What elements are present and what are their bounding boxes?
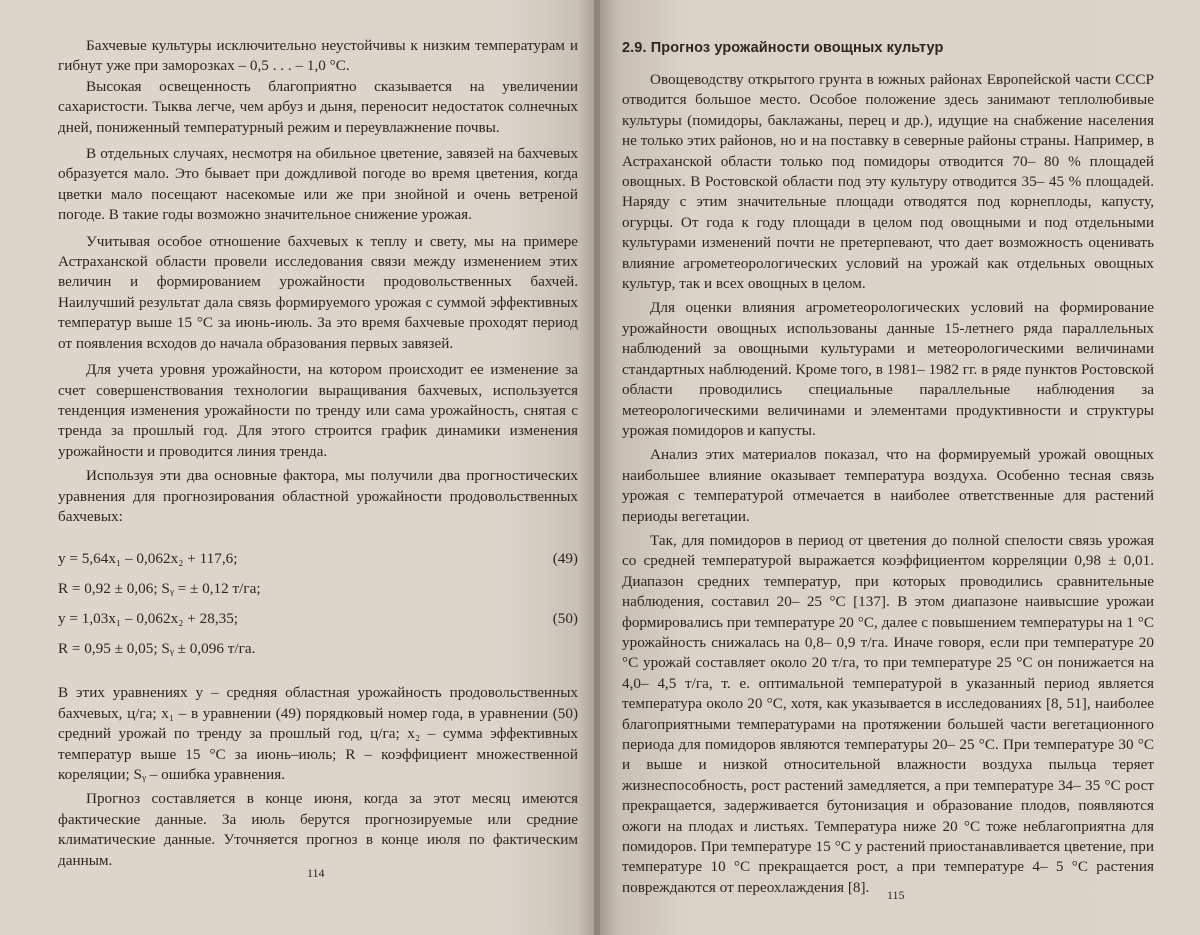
paragraph: Анализ этих материалов показал, что на формируемый урожай овощных наибольшее влияние оказывает температура воздуха. Особенно тесная связь урожая с температурой отмечается в наиболее ответственные для растений периоды вегетации. — [622, 446, 1154, 525]
equation-number: (49) — [552, 550, 578, 568]
equation-49 — [58, 545, 578, 575]
left-page-text — [58, 36, 578, 871]
paragraph: В этих уравнениях y – средняя областная урожайность продовольственных бахчевых, ц/га; x₁ – в уравнении (49) порядковый номер года, в уравнении (50) средний урожай по тренду за прошлый год, ц/га; x₂ – сумма эффективных температур выше 15 °С за июнь–июль; R – коэффициент множественной кореляции; Sᵧ – ошибка уравнения. — [58, 684, 578, 783]
equation-formula: y = 5,64x₁ – 0,062x₂ + 117,6; — [58, 550, 238, 568]
paragraph: Высокая освещенность благоприятно сказывается на увеличении сахаристости. Тыква легче, чем арбуз и дыня, переносит недостаток солнечных дней, пониженный температурный режим и переувлажнение почвы. — [58, 77, 578, 136]
paragraph: В отдельных случаях, несмотря на обильное цветение, завязей на бахчевых образуется мало. Это бывает при дождливой погоде во время цветения, когда цветки мало посещают насекомые или же при знойной и очень ветреной погоде. В такие годы возможно значительное снижение урожая. — [58, 145, 578, 224]
equation-50-stats — [58, 635, 578, 665]
paragraph: Так, для помидоров в период от цветения до полной спелости связь урожая со средней температурой выражается коэффициентом корреляции 0,98 ± 0,01. Диапазон средних температур, при которых проводились сравнительные наблюдения, составил 20– 25 °С [137]. В этом диапазоне наивысшие урожаи формировались при температуре 20 °С, далее с повышением температуры на 1 °С урожайность снижалась на 0,8– 0,9 т/га. Иначе говоря, если при температуре 20 °С урожай составляет около 20 т/га, то при температуре 25 °С он понижается на 4,0– 4,5 т/га, т. е. оптимальной температурой в указанный период является температура около 20 °С, хотя, как указывается в исследованиях [8, 51], наиболее благоприятными температурами на протяжении большей части вегетационного периода для помидоров являются температуры 20– 25 °С. При температуре 30 °С и выше и низкой относительной влажности воздуха пыльца теряет жизнеспособность, рост растений замедляется, а при температуре 34– 35 °С рост прекращается, задерживается бутонизация и образование плодов, появляются ожоги на плодах и листьях. Температура ниже 20 °С тоже неблагоприятна для помидоров. При температуре 15 °С у растений приостанавливается цветение, при температуре 10 °С прекращается рост, а при температуре 4– 5 °С растения повреждаются от переохлаждения [8]. — [622, 531, 1154, 896]
equation-49-stats — [58, 575, 578, 605]
paragraph: Для оценки влияния агрометеорологических условий на формирование урожайности овощных использованы данные 15-летнего ряда параллельных наблюдений за овощными культурами и метеорологическими величинами стандартных наблюдений. Кроме того, в 1981– 1982 гг. в ряде пунктов Ростовской области проводились специальные параллельные наблюдения за метеорологическими величинами и элементами продуктивности и структуры урожая помидоров и капусты. — [622, 299, 1154, 439]
equation-number: (50) — [552, 610, 578, 628]
paragraph: Прогноз составляется в конце июня, когда за этот месяц имеются фактические данные. За июль берутся прогнозируемые или средние климатические данные. Уточняется прогноз в конце июля по фактическим данным. — [58, 790, 578, 869]
paragraph: Учитывая особое отношение бахчевых к теплу и свету, мы на примере Астраханской области провели исследования связи между изменением этих величин и формированием урожайности продовольственных бахчей. Наилучший результат дала связь формируемого урожая с суммой эффективных температур выше 15 °С за июнь-июль. За это время бахчевые проходят период от появления всходов до начала образования первых завязей. — [58, 232, 578, 352]
equation-formula: y = 1,03x₁ – 0,062x₂ + 28,35; — [58, 610, 239, 628]
section-heading: 2.9. Прогноз урожайности овощных культур — [622, 40, 944, 56]
equation-formula: R = 0,95 ± 0,05; Sᵧ ± 0,096 т/га. — [58, 640, 256, 658]
paragraph: Используя эти два основные фактора, мы получили два прогностических уравнения для прогнозирования областной урожайности продовольственных бахчевых: — [58, 467, 578, 525]
page-number: 114 — [307, 866, 325, 880]
left-page — [0, 0, 596, 935]
paragraph: Для учета уровня урожайности, на котором происходит ее изменение за счет совершенствования технологии выращивания бахчевых, используется тенденция изменения урожайности по тренду или сама урожайность, снятая с тренда за прошлый год. Для этого строится график динамики изменения урожайности и проводится линия тренда. — [58, 361, 578, 460]
equation-formula: R = 0,92 ± 0,06; Sᵧ = ± 0,12 т/га; — [58, 580, 261, 598]
paragraph: Овощеводству открытого грунта в южных районах Европейской части СССР отводится большое место. Особое положение здесь занимают теплолюбивые культуры (помидоры, баклажаны, перец и др.), идущие на снабжение населения не только этих районов, но и на поставку в северные районы страны. Например, в Астраханской области только под помидоры отводится 70– 80 % площадей овощных. В Ростовской области под эту культуру отводится 35– 45 % площадей. Наряду с этим значительные площади отводятся под корнеплоды, капусту, огурцы. От года к году площади в целом под овощными и под отдельными культурами изменений почти не претерпевают, что дает возможность оценивать влияние агрометеорологических условий на урожай как отдельных овощных культур, так и всех овощных в целом. — [622, 71, 1154, 293]
paragraph: Бахчевые культуры исключительно неустойчивы к низким температурам и гибнут уже при заморозках – 0,5 . . . – 1,0 °С. — [58, 37, 578, 75]
equation-50 — [58, 605, 578, 635]
right-page — [600, 0, 1200, 935]
page-number: 115 — [887, 888, 905, 902]
right-page-text — [622, 40, 1154, 898]
